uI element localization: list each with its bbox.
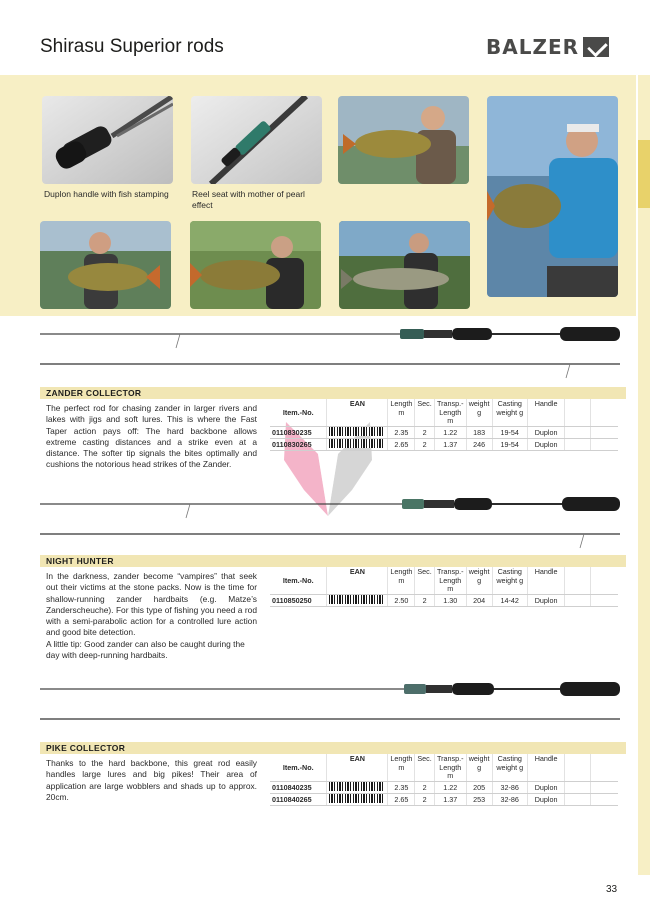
- cell-casting: 14-42: [492, 594, 527, 606]
- side-strip-accent: [638, 140, 650, 208]
- cell-transp: 1.22: [434, 426, 466, 438]
- spec-table-night-hunter: [270, 567, 618, 607]
- header-weight-1: weight: [468, 567, 490, 576]
- table-header-row: [270, 399, 618, 426]
- header-casting: [492, 399, 527, 426]
- page-title: Shirasu Superior rods: [40, 36, 224, 57]
- rod-night-hunter: [40, 490, 620, 550]
- section-title-zander-collector: ZANDER COLLECTOR: [40, 387, 626, 399]
- header-casting-2: weight g: [496, 407, 524, 417]
- photo-angler-perch-tall: [487, 96, 618, 297]
- cell-weight: 253: [466, 793, 492, 805]
- cell-ean: [327, 594, 388, 606]
- section-title-night-hunter: NIGHT HUNTER: [40, 555, 626, 567]
- brand-name: BALZER: [486, 35, 580, 59]
- header-weight-2: g: [477, 407, 482, 417]
- cell-handle: Duplon: [527, 594, 564, 606]
- photo-reel-seat: [191, 96, 322, 184]
- photo-angler-zander: [339, 221, 470, 309]
- table-row: [270, 594, 618, 606]
- header-transp-2: Length m: [439, 575, 462, 593]
- header-length-1: Length: [390, 754, 413, 763]
- photo-angler-perch-2: [40, 221, 171, 309]
- header-empty-2: [591, 567, 618, 594]
- header-sec: Sec.: [415, 567, 434, 594]
- header-casting-1: Casting: [497, 399, 522, 408]
- cell-weight: 246: [466, 438, 492, 450]
- header-empty-1: [565, 399, 591, 426]
- cell-transp: 1.37: [434, 793, 466, 805]
- cell-weight: 205: [466, 781, 492, 793]
- caption-reel-seat-line1: Reel seat with mother of pearl: [192, 189, 305, 199]
- barcode-icon: [329, 439, 385, 448]
- cell-item: 0110830235: [270, 426, 327, 438]
- header-sec: Sec.: [415, 399, 434, 426]
- header-item-no: Item.-No.: [270, 399, 327, 426]
- cell-length: 2.65: [388, 793, 415, 805]
- header-casting-2: weight g: [496, 762, 524, 772]
- header-transp: [434, 754, 466, 781]
- description-night-hunter-text: In the darkness, zander become “vampires” that seek out their victims at the stone packs. Now is the time for shallow-running zander hardbaits (e.g. Matze’s Zanderscheuche). For this type of fishing you need a rod with a semi-parabolic action for a controlled lure action and good bite detection.: [46, 571, 257, 638]
- caption-reel-seat: [192, 189, 332, 211]
- cell-empty: [565, 426, 591, 438]
- cell-empty: [591, 781, 618, 793]
- header-empty-1: [565, 567, 591, 594]
- cell-ean: [327, 426, 388, 438]
- caption-reel-seat-line2: effect: [192, 200, 213, 210]
- cell-sec: 2: [415, 594, 434, 606]
- cell-empty: [565, 793, 591, 805]
- barcode-icon: [329, 427, 385, 436]
- description-pike-collector: Thanks to the hard backbone, this great rod easily handles large lures and big pikes! Their area of application are large wobblers and shads up to approx. 20cm.: [46, 758, 257, 802]
- section-title-pike-collector: PIKE COLLECTOR: [40, 742, 626, 754]
- header-transp: [434, 567, 466, 594]
- header-sec: Sec.: [415, 754, 434, 781]
- rod-pike-collector: [40, 675, 620, 735]
- cell-handle: Duplon: [527, 793, 564, 805]
- photo-angler-perch-1: [338, 96, 469, 184]
- header-weight-2: g: [477, 762, 482, 772]
- header-transp-1: Transp.-: [437, 754, 464, 763]
- rod-zander-collector: [40, 320, 620, 380]
- header-transp: [434, 399, 466, 426]
- header-empty-2: [591, 754, 618, 781]
- cell-length: 2.50: [388, 594, 415, 606]
- cell-item: 0110840235: [270, 781, 327, 793]
- description-zander-collector: The perfect rod for chasing zander in larger rivers and lakes with jigs and soft lures. This is where the Fast Taper action pays off: The hard backbone allows extreme casting distances and a strike even at a distance. The softer tip signals the bites optimally and cushions the notorious head strikes of the Zander.: [46, 403, 257, 470]
- photo-angler-perch-3: [190, 221, 321, 309]
- cell-length: 2.35: [388, 781, 415, 793]
- header-item-no: Item.-No.: [270, 754, 327, 781]
- header-length: [388, 754, 415, 781]
- cell-handle: Duplon: [527, 781, 564, 793]
- cell-transp: 1.22: [434, 781, 466, 793]
- header-handle: Handle: [527, 567, 564, 594]
- cell-ean: [327, 438, 388, 450]
- cell-length: 2.35: [388, 426, 415, 438]
- cell-transp: 1.30: [434, 594, 466, 606]
- header-casting-1: Casting: [497, 754, 522, 763]
- header-length: [388, 567, 415, 594]
- brand-logo: [486, 36, 609, 58]
- photo-duplon-handle: [42, 96, 173, 184]
- page-number: 33: [606, 884, 618, 895]
- header-transp-1: Transp.-: [437, 567, 464, 576]
- header-length-2: m: [398, 575, 405, 585]
- header-transp-1: Transp.-: [437, 399, 464, 408]
- cell-casting: 19-54: [492, 438, 527, 450]
- header-transp-2: Length m: [439, 762, 462, 780]
- table-header-row: [270, 567, 618, 594]
- header-length-2: m: [398, 407, 405, 417]
- header-ean: EAN: [327, 754, 388, 781]
- cell-item: 0110840265: [270, 793, 327, 805]
- header-item-no: Item.-No.: [270, 567, 327, 594]
- cell-length: 2.65: [388, 438, 415, 450]
- cell-weight: 204: [466, 594, 492, 606]
- caption-duplon-handle: Duplon handle with fish stamping: [44, 189, 169, 199]
- header-casting: [492, 754, 527, 781]
- barcode-icon: [329, 794, 385, 803]
- cell-empty: [565, 781, 591, 793]
- table-row: [270, 781, 618, 793]
- table-row: [270, 793, 618, 805]
- header-length-1: Length: [390, 567, 413, 576]
- cell-casting: 32-86: [492, 793, 527, 805]
- cell-item: 0110830265: [270, 438, 327, 450]
- table-row: [270, 438, 618, 450]
- cell-sec: 2: [415, 793, 434, 805]
- cell-empty: [591, 426, 618, 438]
- header-empty-1: [565, 754, 591, 781]
- header-weight-1: weight: [468, 399, 490, 408]
- cell-handle: Duplon: [527, 426, 564, 438]
- balzer-check-icon: [583, 37, 609, 57]
- cell-ean: [327, 793, 388, 805]
- description-night-hunter-tip: A little tip: Good zander can also be caught during the day with deep-running hardbaits.: [46, 638, 245, 661]
- header-transp-2: Length m: [439, 407, 462, 425]
- header-weight-1: weight: [468, 754, 490, 763]
- header-weight: [466, 567, 492, 594]
- cell-empty: [565, 594, 591, 606]
- table-row: [270, 426, 618, 438]
- cell-item: 0110850250: [270, 594, 327, 606]
- cell-sec: 2: [415, 438, 434, 450]
- barcode-icon: [329, 782, 385, 791]
- description-night-hunter: [46, 571, 257, 661]
- header-casting-1: Casting: [497, 567, 522, 576]
- header-weight: [466, 399, 492, 426]
- cell-transp: 1.37: [434, 438, 466, 450]
- cell-sec: 2: [415, 781, 434, 793]
- spec-table-pike-collector: [270, 754, 618, 806]
- header-handle: Handle: [527, 754, 564, 781]
- header-casting-2: weight g: [496, 575, 524, 585]
- header-ean: EAN: [327, 399, 388, 426]
- cell-empty: [565, 438, 591, 450]
- cell-empty: [591, 594, 618, 606]
- cell-sec: 2: [415, 426, 434, 438]
- barcode-icon: [329, 595, 385, 604]
- header-length-1: Length: [390, 399, 413, 408]
- header-weight: [466, 754, 492, 781]
- table-header-row: [270, 754, 618, 781]
- header-weight-2: g: [477, 575, 482, 585]
- header-casting: [492, 567, 527, 594]
- cell-weight: 183: [466, 426, 492, 438]
- header-length: [388, 399, 415, 426]
- header-length-2: m: [398, 762, 405, 772]
- cell-casting: 32-86: [492, 781, 527, 793]
- header-handle: Handle: [527, 399, 564, 426]
- cell-handle: Duplon: [527, 438, 564, 450]
- cell-casting: 19-54: [492, 426, 527, 438]
- cell-empty: [591, 793, 618, 805]
- cell-ean: [327, 781, 388, 793]
- header-ean: EAN: [327, 567, 388, 594]
- spec-table-zander-collector: [270, 399, 618, 451]
- header-empty-2: [591, 399, 618, 426]
- cell-empty: [591, 438, 618, 450]
